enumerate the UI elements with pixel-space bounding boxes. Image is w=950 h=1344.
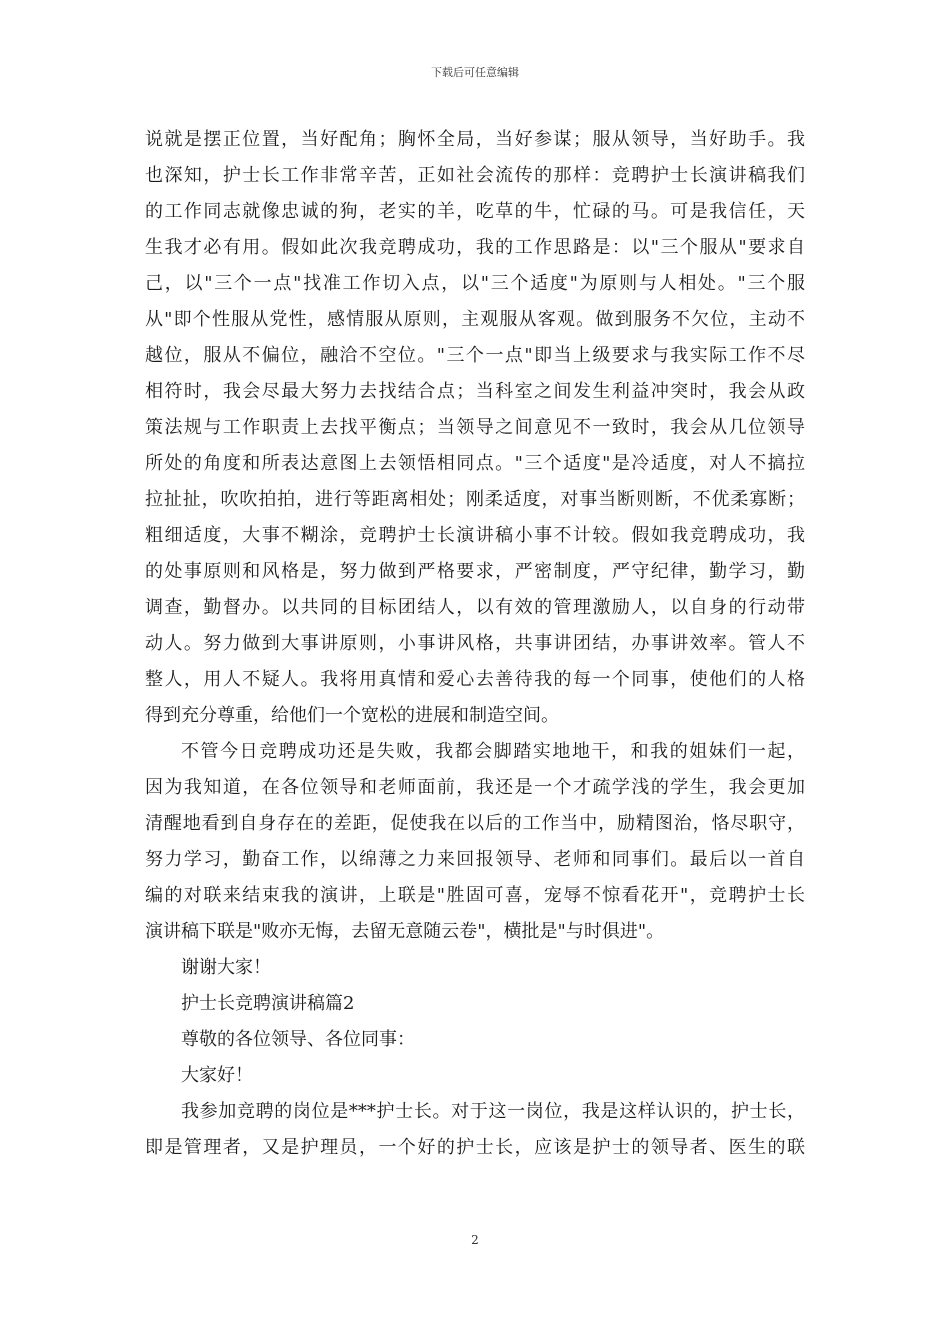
text-line: 的处事原则和风格是，努力做到严格要求，严密制度，严守纪律，勤学习，勤 xyxy=(145,561,805,582)
text-line: 也深知，护士长工作非常辛苦，正如社会流传的那样：竞聘护士长演讲稿我们 xyxy=(145,165,805,186)
document-body xyxy=(145,122,805,1166)
text-line: 即是管理者，又是护理员，一个好的护士长，应该是护士的领导者、医生的联 xyxy=(145,1137,805,1158)
text-line: 得到充分尊重，给他们一个宽松的进展和制造空间。 xyxy=(145,705,559,726)
section-title: 护士长竞聘演讲稿篇2 xyxy=(181,993,355,1014)
text-line: 拉扯扯，吹吹拍拍，进行等距离相处；刚柔适度，对事当断则断，不优柔寡断； xyxy=(145,489,805,510)
salutation: 尊敬的各位领导、各位同事： xyxy=(181,1029,415,1050)
paragraph-1 xyxy=(145,122,805,734)
paragraph-2 xyxy=(145,734,805,950)
text-line: 生我才必有用。假如此次我竞聘成功，我的工作思路是：以"三个服从"要求自 xyxy=(145,237,805,258)
text-line: 动人。努力做到大事讲原则，小事讲风格，共事讲团结，办事讲效率。管人不 xyxy=(145,633,805,654)
page-header: 下载后可任意编辑 xyxy=(431,66,519,79)
page-number: 2 xyxy=(471,1233,479,1247)
text-line: 所处的角度和所表达意图上去领悟相同点。"三个适度"是冷适度，对人不搞拉 xyxy=(145,453,805,474)
text-line: 调查，勤督办。以共同的目标团结人，以有效的管理激励人，以自身的行动带 xyxy=(145,597,805,618)
text-line: 不管今日竞聘成功还是失败，我都会脚踏实地地干，和我的姐妹们一起， xyxy=(181,741,805,762)
text-line: 清醒地看到自身存在的差距，促使我在以后的工作当中，励精图治，恪尽职守， xyxy=(145,813,805,834)
text-line: 策法规与工作职责上去找平衡点；当领导之间意见不一致时，我会从几位领导 xyxy=(145,417,805,438)
greeting: 大家好！ xyxy=(181,1065,253,1086)
text-line: 粗细适度，大事不糊涂，竞聘护士长演讲稿小事不计较。假如我竞聘成功，我 xyxy=(145,525,805,546)
text-line: 说就是摆正位置，当好配角；胸怀全局，当好参谋；服从领导，当好助手。我 xyxy=(145,129,805,150)
thanks-line: 谢谢大家！ xyxy=(181,957,271,978)
text-line: 越位，服从不偏位，融洽不空位。"三个一点"即当上级要求与我实际工作不尽 xyxy=(145,345,805,366)
text-line: 演讲稿下联是"败亦无悔，去留无意随云卷"，横批是"与时俱进"。 xyxy=(145,921,665,942)
text-line: 从"即个性服从党性，感情服从原则，主观服从客观。做到服务不欠位，主动不 xyxy=(145,309,805,330)
text-line: 整人，用人不疑人。我将用真情和爱心去善待我的每一个同事，使他们的人格 xyxy=(145,669,805,690)
paragraph-3 xyxy=(145,1094,805,1166)
text-line: 己，以"三个一点"找准工作切入点，以"三个适度"为原则与人相处。"三个服 xyxy=(145,273,805,294)
text-line: 的工作同志就像忠诚的狗，老实的羊，吃草的牛，忙碌的马。可是我信任，天 xyxy=(145,201,805,222)
text-line: 编的对联来结束我的演讲，上联是"胜固可喜，宠辱不惊看花开"，竞聘护士长 xyxy=(145,885,805,906)
text-line: 因为我知道，在各位领导和老师面前，我还是一个才疏学浅的学生，我会更加 xyxy=(145,777,805,798)
text-line: 我参加竞聘的岗位是***护士长。对于这一岗位，我是这样认识的，护士长， xyxy=(181,1101,805,1122)
text-line: 努力学习，勤奋工作，以绵薄之力来回报领导、老师和同事们。最后以一首自 xyxy=(145,849,805,870)
text-line: 相符时，我会尽最大努力去找结合点；当科室之间发生利益冲突时，我会从政 xyxy=(145,381,805,402)
